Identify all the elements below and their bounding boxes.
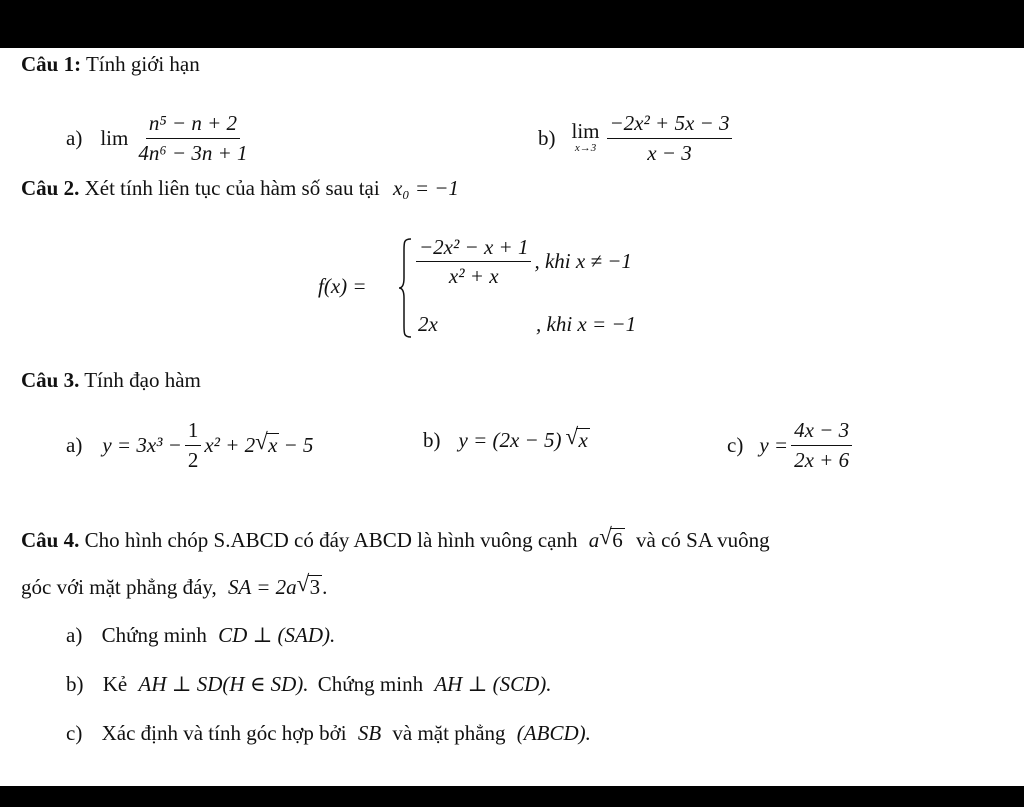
case-1-condition: , khi x ≠ −1 <box>534 249 632 274</box>
question-4-edge-coef: a <box>588 528 600 552</box>
question-3-title: Tính đạo hàm <box>84 368 201 392</box>
sqrt-icon: √ <box>565 423 579 449</box>
question-3a-expr-mid: x² + 2 <box>204 432 256 457</box>
question-3c <box>727 415 855 475</box>
question-3a-expr-end: − 5 <box>283 432 314 457</box>
question-1a-fraction <box>135 112 250 163</box>
question-1a-numerator: n⁵ − n + 2 <box>146 112 240 138</box>
question-1b <box>538 108 735 168</box>
case-1-numerator: −2x² − x + 1 <box>416 236 531 262</box>
question-4b-math-1: AH ⊥ SD(H ∈ SD). <box>138 672 309 696</box>
question-1a-denominator: 4n⁶ − 3n + 1 <box>138 140 248 165</box>
question-2-heading <box>21 178 459 199</box>
question-3-heading <box>21 370 201 391</box>
question-4-sa-end: . <box>322 575 328 599</box>
question-3c-lhs: y = <box>759 432 789 457</box>
question-4a-math: CD ⊥ (SAD). <box>218 623 336 647</box>
question-2-title: Xét tính liên tục của hàm số sau tại <box>84 176 380 200</box>
question-3a-expr-start: y = 3x³ − <box>102 432 182 457</box>
question-4-label: Câu 4. <box>21 528 80 552</box>
question-1b-numerator: −2x² + 5x − 3 <box>607 112 733 138</box>
question-1b-denominator: x − 3 <box>647 140 692 165</box>
question-4-edge-sqrt <box>599 524 625 552</box>
piecewise-function <box>318 234 738 344</box>
question-3c-numerator: 4x − 3 <box>791 419 852 445</box>
question-1a <box>66 108 254 168</box>
question-4c-math-2: (ABCD). <box>516 721 591 745</box>
question-1b-lim-sub: x→3 <box>574 142 597 155</box>
question-3a-radicand: x <box>268 432 278 457</box>
document-page <box>0 48 1024 786</box>
question-3b <box>423 415 590 465</box>
question-4-text-2: góc với mặt phẳng đáy, <box>21 575 217 599</box>
sqrt-icon: √ <box>255 428 268 454</box>
question-3c-fraction <box>791 419 852 470</box>
sqrt-icon: √ <box>296 571 310 596</box>
question-2-x0: x₀ = −1 <box>392 176 459 200</box>
question-4c <box>66 723 591 744</box>
question-3a-fraction <box>185 419 202 470</box>
question-1b-lim: lim <box>571 119 600 144</box>
function-label: f(x) = <box>318 274 367 298</box>
case-2-expression: 2x <box>418 312 438 336</box>
question-3a-label: a) <box>66 432 83 457</box>
question-3a <box>66 415 313 475</box>
question-4a-text: Chứng minh <box>101 623 207 647</box>
question-4b-text: Kẻ <box>102 672 128 696</box>
question-4c-text-2: và mặt phẳng <box>392 721 506 745</box>
question-1-label: Câu 1: <box>21 52 82 76</box>
question-4-line-2 <box>21 571 328 599</box>
question-3-label: Câu 3. <box>21 368 80 392</box>
question-4-text-end: và có SA vuông <box>636 528 770 552</box>
question-4-edge-radicand: 6 <box>612 528 623 552</box>
question-4a <box>66 625 335 646</box>
question-4c-math-1: SB <box>357 721 382 745</box>
question-1-title: Tính giới hạn <box>85 52 200 76</box>
question-4-text: Cho hình chóp S.ABCD có đáy ABCD là hình vuông cạnh <box>84 528 578 552</box>
question-2-label: Câu 2. <box>21 176 80 200</box>
question-4-line-1 <box>21 524 770 552</box>
question-1b-fraction <box>607 112 733 163</box>
question-4c-label: c) <box>66 721 83 745</box>
question-1a-lim: lim <box>100 125 129 150</box>
question-3c-label: c) <box>727 432 744 457</box>
case-1 <box>416 236 632 287</box>
case-2-condition: , khi x = −1 <box>536 312 637 336</box>
case-1-fraction <box>416 236 531 287</box>
question-4b <box>66 674 552 695</box>
question-4a-label: a) <box>66 623 83 647</box>
question-4b-label: b) <box>66 672 84 696</box>
question-1a-label: a) <box>66 125 83 150</box>
left-brace-icon <box>398 238 412 338</box>
question-1-heading <box>21 54 200 75</box>
case-1-denominator: x² + x <box>448 264 499 289</box>
question-1b-label: b) <box>538 125 556 150</box>
question-3b-expr: y = (2x − 5) <box>458 427 562 452</box>
question-3b-radicand: x <box>578 427 588 452</box>
question-4b-text-2: Chứng minh <box>317 672 424 696</box>
question-3a-sqrt <box>255 428 279 457</box>
question-4-sa-expr: SA = 2a <box>228 575 297 599</box>
question-3c-denominator: 2x + 6 <box>794 447 850 472</box>
piecewise-cases <box>398 235 698 340</box>
question-4b-math-2: AH ⊥ (SCD). <box>434 672 552 696</box>
question-3a-frac-den: 2 <box>187 447 199 472</box>
question-3b-label: b) <box>423 427 441 452</box>
question-3b-sqrt <box>565 423 589 452</box>
sqrt-icon: √ <box>599 524 612 549</box>
question-4-sa-radicand: 3 <box>309 575 321 599</box>
question-1b-limit <box>572 121 600 154</box>
question-4c-text-1: Xác định và tính góc hợp bởi <box>101 721 347 745</box>
question-4-sa-sqrt <box>296 571 323 599</box>
question-3a-frac-num: 1 <box>185 419 202 445</box>
